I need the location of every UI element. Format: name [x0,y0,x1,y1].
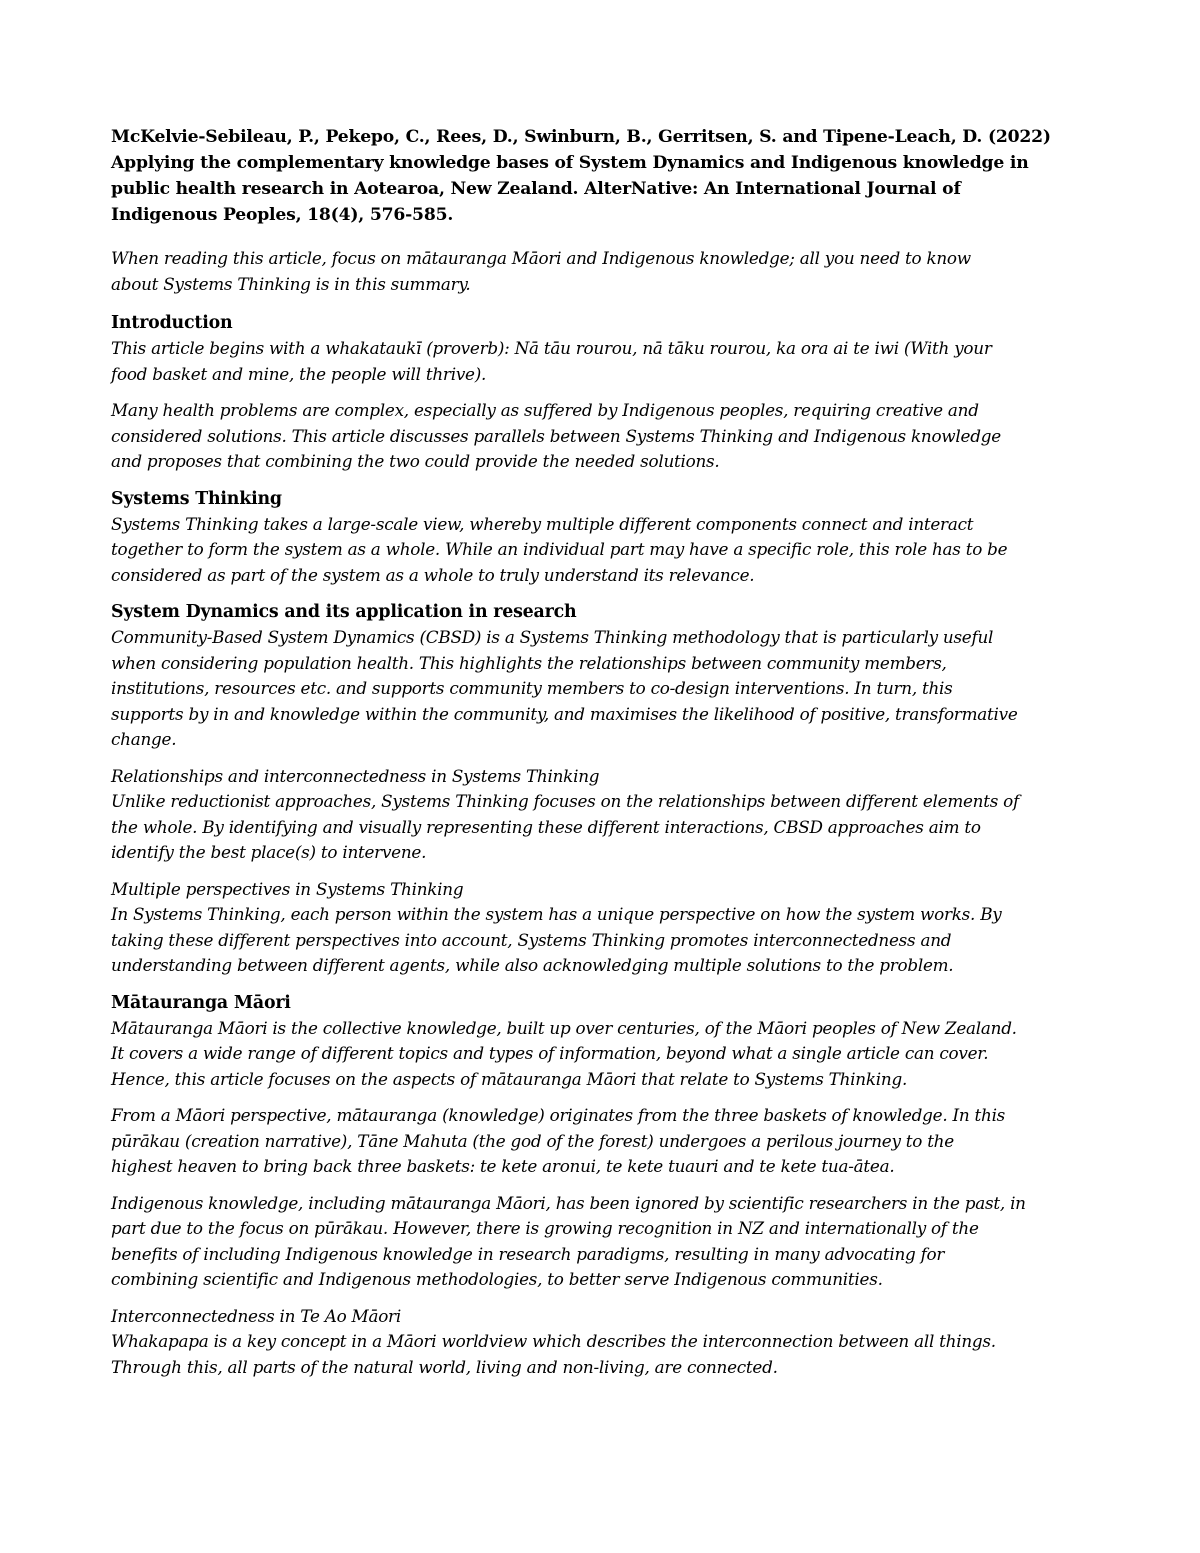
text-line: Indigenous knowledge, including mātauranga Māori, has been ignored by scientific researchers in the past, in [111,1192,1026,1213]
text-line: food basket and mine, the people will thrive). [111,363,487,384]
citation-line: Applying the complementary knowledge bases of System Dynamics and Indigenous knowledge in [111,153,1029,173]
subsection-title: Interconnectedness in Te Ao Māori [111,1305,401,1326]
paragraph [111,398,1091,475]
paragraph [111,625,1091,753]
text-line: Mātauranga Māori is the collective knowledge, built up over centuries, of the Māori peoples of New Zealand. [111,1017,1017,1038]
note-line: about Systems Thinking is in this summary. [111,273,471,294]
note-line: When reading this article, focus on mātauranga Māori and Indigenous knowledge; all you need to know [111,248,971,268]
text-line: pūrākau (creation narrative), Tāne Mahuta (the god of the forest) undergoes a perilous journey to the [111,1130,954,1151]
document-page [111,124,1091,1391]
subsection-relationships [111,764,1091,866]
text-line: taking these different perspectives into account, Systems Thinking promotes interconnectedness and [111,929,952,950]
text-line: considered solutions. This article discusses parallels between Systems Thinking and Indigenous knowledge [111,425,1001,446]
subsection-interconnectedness [111,1304,1091,1381]
text-line: highest heaven to bring back three baskets: te kete aronui, te kete tuauri and te kete tua-ātea. [111,1156,895,1176]
text-line: together to form the system as a whole. While an individual part may have a specific role, this role has to be [111,539,1008,559]
text-line: institutions, resources etc. and supports community members to co-design interventions. In turn, this [111,678,953,698]
text-line: Community-Based System Dynamics (CBSD) is a Systems Thinking methodology that is particularly useful [111,627,994,647]
subsection-title: Multiple perspectives in Systems Thinking [111,878,464,899]
text-line: and proposes that combining the two could provide the needed solutions. [111,451,720,471]
text-line: This article begins with a whakataukī (proverb): Nā tāu rourou, nā tāku rourou, ka ora ai te iwi (With your [111,338,992,358]
text-line: when considering population health. This highlights the relationships between community members, [111,652,947,673]
text-line: supports by in and knowledge within the community, and maximises the likelihood of positive, transformative [111,703,1018,724]
section-heading-systems-thinking: Systems Thinking [111,488,282,509]
text-line: combining scientific and Indigenous methodologies, to better serve Indigenous communities. [111,1269,883,1289]
text-line: part due to the focus on pūrākau. However, there is growing recognition in NZ and internationally of the [111,1218,979,1238]
section-heading-matauranga-maori: Mātauranga Māori [111,992,291,1013]
section-heading-introduction: Introduction [111,313,233,333]
citation [111,124,1091,228]
text-line: understanding between different agents, while also acknowledging multiple solutions to the problem. [111,955,954,975]
text-line: In Systems Thinking, each person within the system has a unique perspective on how the system works. By [111,904,1002,924]
paragraph [111,336,1091,387]
text-line: It covers a wide range of different topics and types of information, beyond what a single article can cover. [111,1043,989,1063]
subsection-perspectives [111,877,1091,979]
text-line: identify the best place(s) to intervene. [111,842,427,862]
text-line: From a Māori perspective, mātauranga (knowledge) originates from the three baskets of knowledge. In this [111,1105,1006,1125]
paragraph [111,1191,1091,1293]
text-line: Whakapapa is a key concept in a Māori worldview which describes the interconnection between all things. [111,1331,996,1351]
citation-line: Indigenous Peoples, 18(4), 576-585. [111,205,454,225]
text-line: Systems Thinking takes a large-scale view, whereby multiple different components connect and interact [111,513,974,534]
text-line: change. [111,729,177,749]
text-line: benefits of including Indigenous knowledge in research paradigms, resulting in many advocating for [111,1243,945,1264]
section-heading-system-dynamics: System Dynamics and its application in research [111,602,577,622]
paragraph [111,1016,1091,1093]
text-line: Through this, all parts of the natural world, living and non-living, are connected. [111,1356,778,1377]
text-line: Many health problems are complex, especially as suffered by Indigenous peoples, requiring creative and [111,400,979,420]
paragraph [111,1103,1091,1180]
citation-line: public health research in Aotearoa, New Zealand. AlterNative: An International Journal of [111,179,961,199]
reading-note [111,246,1091,297]
text-line: Unlike reductionist approaches, Systems Thinking focuses on the relationships between different elements of [111,791,1019,811]
text-line: Hence, this article focuses on the aspects of mātauranga Māori that relate to Systems Thinking. [111,1068,908,1089]
paragraph [111,512,1091,589]
subsection-title: Relationships and interconnectedness in Systems Thinking [111,765,600,786]
citation-line: McKelvie-Sebileau, P., Pekepo, C., Rees, D., Swinburn, B., Gerritsen, S. and Tipene-Leach, D. (2022) [111,127,1051,147]
text-line: considered as part of the system as a whole to truly understand its relevance. [111,564,755,585]
text-line: the whole. By identifying and visually representing these different interactions, CBSD approaches aim to [111,816,981,837]
